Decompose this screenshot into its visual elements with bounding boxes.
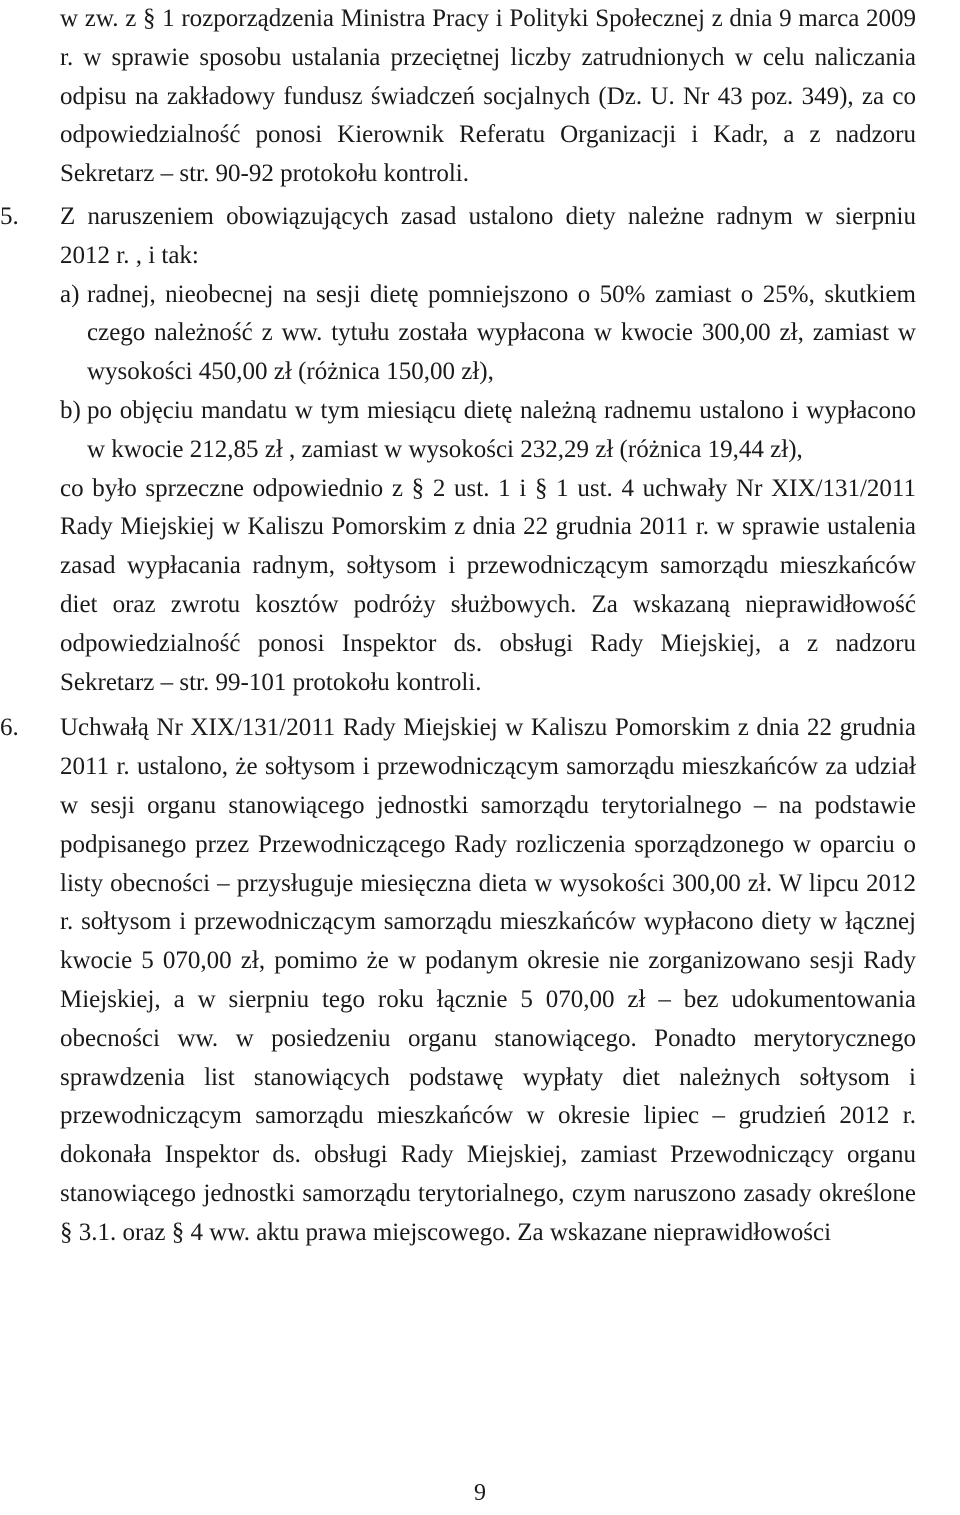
sub-item-text: po objęciu mandatu w tym miesiącu dietę należną radnemu ustalono i wypłacono w kwocie 212,85 zł , zamiast w wysokości 232,29 zł (różnica 19,44 zł),	[87, 396, 916, 463]
item-5-lead: Z naruszeniem obowiązujących zasad ustalono diety należne radnym w sierpniu 2012 r. , i tak:	[60, 202, 916, 269]
item-5-closing: co było sprzeczne odpowiednio z § 2 ust. 1 i § 1 ust. 4 uchwały Nr XIX/131/2011 Rady Miejskiej w Kaliszu Pomorskim z dnia 22 grudnia 2011 r. w sprawie ustalenia zasad wypłacania radnym, sołtysom i przewodniczącym samorządu mieszkańców diet oraz zwrotu kosztów podróży służbowych. Za wskazaną nieprawidłowość odpowiedzialność ponosi Inspektor ds. obsługi Rady Miejskiej, a z nadzoru Sekretarz – str. 99-101 protokołu kontroli.	[60, 474, 916, 696]
item-number: 5.	[0, 202, 19, 230]
sub-item-text: radnej, nieobecnej na sesji dietę pomniejszono o 50% zamiast o 25%, skutkiem czego należność z ww. tytułu została wypłacona w kwocie 300,00 zł, zamiast w wysokości 450,00 zł (różnica 150,00 zł),	[87, 280, 916, 386]
intro-paragraph: w zw. z § 1 rozporządzenia Ministra Pracy i Polityki Społecznej z dnia 9 marca 2009 r. w sprawie sposobu ustalania przeciętnej liczby zatrudnionych w celu naliczania odpisu na zakładowy fundusz świadczeń socjalnych (Dz. U. Nr 43 poz. 349), za co odpowiedzialność ponosi Kierownik Referatu Organizacji i Kadr, a z nadzoru Sekretarz – str. 90-92 protokołu kontroli.	[60, 5, 916, 188]
sub-item-label: a)	[60, 280, 80, 308]
page-number: 9	[474, 1480, 486, 1506]
sub-item-b	[60, 392, 916, 470]
item-number: 6.	[0, 714, 19, 742]
sub-item-label: b)	[60, 396, 81, 424]
list-item-6	[0, 709, 916, 1252]
sub-item-a	[60, 276, 916, 392]
list-item-5	[0, 198, 916, 702]
item-6-text: Uchwałą Nr XIX/131/2011 Rady Miejskiej w Kaliszu Pomorskim z dnia 22 grudnia 2011 r. ustalono, że sołtysom i przewodniczącym samorządu mieszkańców za udział w sesji organu stanowiącego jednostki samorządu terytorialnego – na podstawie podpisanego przez Przewodniczącego Rady rozliczenia sporządzonego w oparciu o listy obecności – przysługuje miesięczna dieta w wysokości 300,00 zł. W lipcu 2012 r. sołtysom i przewodniczącym samorządu mieszkańców wypłacono diety w łącznej kwocie 5 070,00 zł, pomimo że w podanym okresie nie zorganizowano sesji Rady Miejskiej, a w sierpniu tego roku łącznie 5 070,00 zł – bez udokumentowania obecności ww. w posiedzeniu organu stanowiącego. Ponadto merytorycznego sprawdzenia list stanowiących podstawę wypłaty diet należnych sołtysom i przewodniczącym samorządu mieszkańców w okresie lipiec – grudzień 2012 r. dokonała Inspektor ds. obsługi Rady Miejskiej, zamiast Przewodniczący organu stanowiącego jednostki samorządu terytorialnego, czym naruszono zasady określone § 3.1. oraz § 4 ww. aktu prawa miejscowego. Za wskazane nieprawidłowości	[60, 714, 916, 1246]
